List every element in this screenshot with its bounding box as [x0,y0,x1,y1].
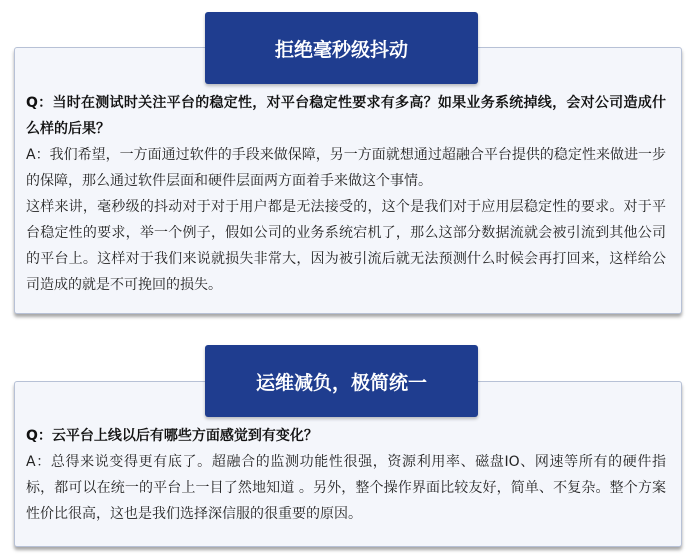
answer-text: A：总得来说变得更有底了。超融合的监测功能性很强，资源利用率、磁盘IO、网速等所有的硬件指标，都可以在统一的平台上一目了然地知道 。另外，整个操作界面比较友好，简单、不复杂。整个方案性价比很高，这也是我们选择深信服的很重要的原因。 [26,454,666,522]
question-text: Q：当时在测试时关注平台的稳定性，对平台稳定性要求有多高？如果业务系统掉线，会对公司造成什么样的后果？ [26,95,666,137]
answer-text-continued: 这样来讲，毫秒级的抖动对于对于用户都是无法接受的，这个是我们对于应用层稳定性的要求。对于平台稳定性的要求，举一个例子，假如公司的业务系统宕机了，那么这部分数据流就会被引流到其他公司的平台上。这样对于我们来说就损失非常大，因为被引流后就无法预测什么时候会再打回来，这样给公司造成的就是不可挽回的损失。 [26,199,666,293]
section-title-stability: 拒绝毫秒级抖动 [205,12,478,84]
qa-content-stability [26,90,666,298]
qa-content-operations [26,423,666,527]
answer-text: A：我们希望，一方面通过软件的手段来做保障，另一方面就想通过超融合平台提供的稳定性来做进一步的保障，那么通过软件层面和硬件层面两方面着手来做这个事情。 [26,147,666,189]
section-title-operations: 运维减负，极简统一 [205,345,478,417]
question-text: Q：云平台上线以后有哪些方面感觉到有变化？ [26,428,318,444]
